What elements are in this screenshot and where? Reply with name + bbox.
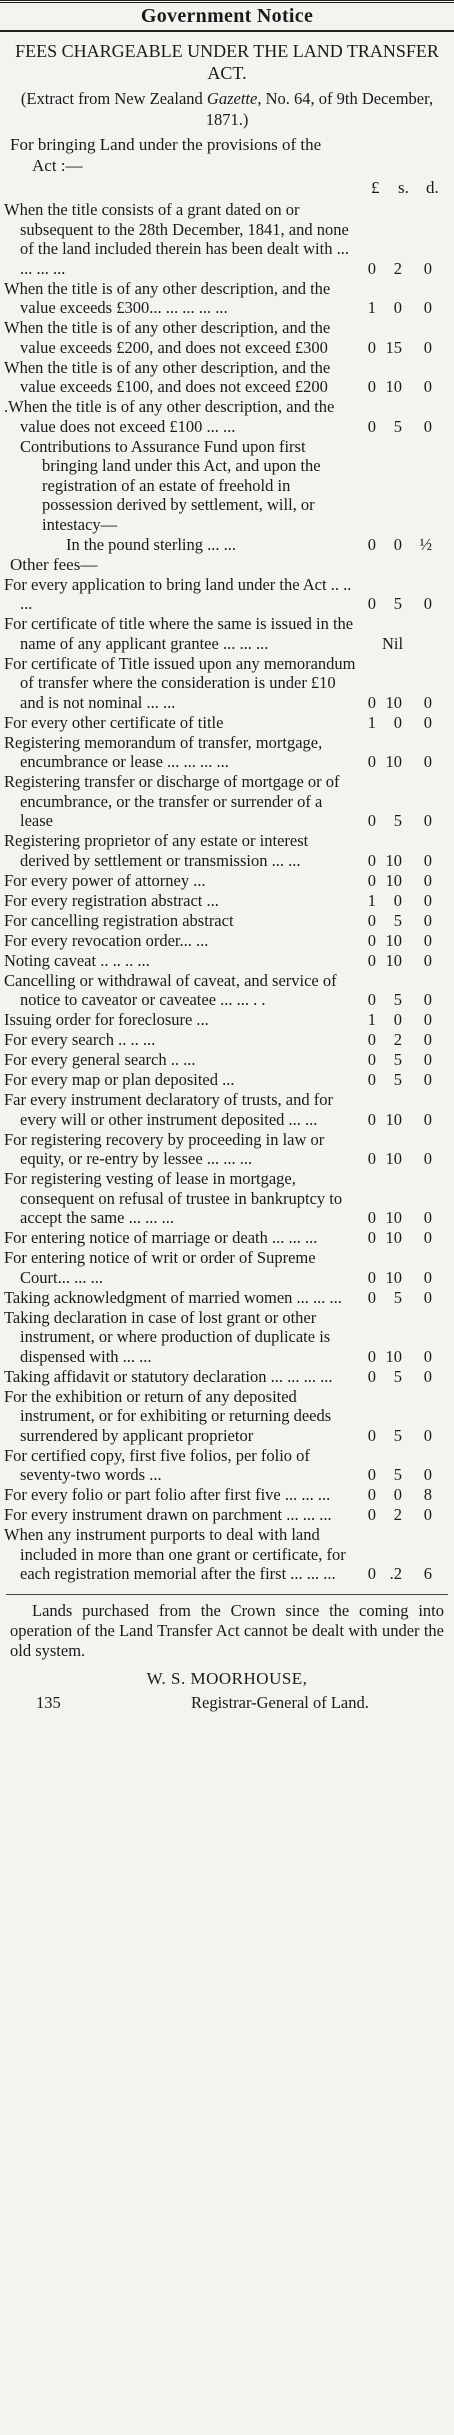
fee-shillings: .2 xyxy=(389,1564,402,1583)
fee-shillings: 10 xyxy=(385,1109,402,1129)
fee-pence: 0 xyxy=(423,1030,432,1049)
fee-description: For registering recovery by proceeding in law or equity, or re-entry by lessee ... ... ... xyxy=(4,1129,325,1168)
fee-shillings: 10 xyxy=(385,692,402,712)
fee-row xyxy=(6,1050,448,1070)
fee-row xyxy=(6,1485,448,1505)
fee-shillings: 10 xyxy=(385,1149,402,1168)
fee-shillings: 0 xyxy=(393,1485,402,1504)
fee-row xyxy=(6,1030,448,1050)
fee-description: Taking declaration in case of lost grant or other instrument, or where production of duplicate is dispensed with ... ... xyxy=(4,1307,331,1366)
bringing-fees-list xyxy=(6,200,448,436)
fee-row xyxy=(6,1525,448,1584)
fee-amount xyxy=(348,377,448,397)
fee-amount xyxy=(348,1564,448,1584)
fee-pence: 0 xyxy=(423,258,432,278)
fee-description: For certificate of title where the same is issued in the name of any applicant grantee ... ... ... xyxy=(4,614,354,653)
column-headers xyxy=(6,178,448,200)
fee-row xyxy=(6,713,448,733)
fee-description: For every power of attorney ... xyxy=(4,870,206,890)
fee-pounds: 0 xyxy=(367,416,376,436)
fee-description: For every folio or part folio after first five ... ... ... xyxy=(4,1485,331,1504)
fee-amount xyxy=(348,713,448,733)
fee-pounds: 0 xyxy=(367,930,376,950)
fee-row xyxy=(6,318,448,357)
fee-description: For every application to bring land under the Act .. .. ... xyxy=(4,574,352,613)
fee-shillings: 10 xyxy=(385,377,402,396)
fee-pence: 0 xyxy=(423,1010,432,1029)
fee-amount xyxy=(348,891,448,911)
fee-pence: 0 xyxy=(423,1267,432,1287)
fee-amount xyxy=(348,1050,448,1070)
fee-pence: 0 xyxy=(423,1050,432,1069)
fee-shillings: 2 xyxy=(393,1030,402,1049)
fee-description: For every registration abstract ... xyxy=(4,890,219,910)
other-fees-label: Other fees— xyxy=(10,554,98,574)
fee-pence: 0 xyxy=(423,416,432,436)
fee-pounds: 0 xyxy=(367,1287,376,1307)
extract-citation: (Extract from New Zealand Gazette, No. 64, of 9th December, 1871.) xyxy=(20,89,434,129)
fee-amount xyxy=(348,693,448,713)
fee-pence: 0 xyxy=(423,950,432,970)
fee-row xyxy=(6,1308,448,1367)
signature-footer xyxy=(6,1693,448,1715)
fee-row xyxy=(6,397,448,436)
notice-number: 135 xyxy=(36,1692,61,1712)
fee-pence: 0 xyxy=(423,298,432,317)
fee-shillings: 10 xyxy=(385,1267,402,1287)
fee-description: For the exhibition or return of any deposited instrument, or for exhibiting or returning deeds surrendered by applicant proprietor xyxy=(4,1386,332,1445)
fee-shillings: 10 xyxy=(385,930,402,950)
fee-row xyxy=(6,951,448,971)
gazette-italic: Gazette xyxy=(206,89,258,108)
fee-shillings: 5 xyxy=(393,1070,402,1089)
fee-amount xyxy=(348,1465,448,1485)
fee-row xyxy=(6,1248,448,1287)
fee-row xyxy=(6,654,448,713)
fee-pounds: 0 xyxy=(367,337,376,357)
fee-amount xyxy=(348,1485,448,1505)
fee-amount xyxy=(348,634,448,654)
fee-row xyxy=(6,1070,448,1090)
fee-pence: 0 xyxy=(423,1149,432,1168)
notice-title: FEES CHARGEABLE UNDER THE LAND TRANSFER ACT. xyxy=(15,41,439,83)
fee-pence: 8 xyxy=(423,1485,432,1504)
fee-pounds: 0 xyxy=(367,1149,376,1168)
fee-description: For every revocation order... ... xyxy=(4,930,209,950)
fee-description: .When the title is of any other description, and the value does not exceed £100 ... ... xyxy=(4,397,335,436)
fee-pence: 0 xyxy=(423,811,432,830)
fee-pence: 0 xyxy=(423,1287,432,1307)
fee-amount xyxy=(348,951,448,971)
fee-row xyxy=(6,358,448,397)
fee-description: When the title consists of a grant dated on or subsequent to the 28th December, 1841, and none of the land included therein has been dealt with ... ... ... ... xyxy=(4,200,349,278)
fee-shillings: 15 xyxy=(385,337,402,357)
assurance-fund-desc: Contributions to Assurance Fund upon first bringing land under this Act, and upon the registration of an estate of freehold in possession derived by settlement, will, or intestacy— xyxy=(20,436,321,534)
fee-pounds: 0 xyxy=(367,1366,376,1386)
fee-row xyxy=(6,772,448,831)
fee-nil: Nil xyxy=(382,633,404,653)
fee-description: For every other certificate of title xyxy=(4,712,224,732)
fee-description: When the title is of any other description, and the value exceeds £200, and does not exceed £300 xyxy=(4,318,331,357)
fee-pounds: 0 xyxy=(367,1564,376,1583)
fee-description: Registering proprietor of any estate or interest derived by settlement or transmission ... ... xyxy=(4,831,309,870)
fee-pounds: 0 xyxy=(367,377,376,396)
fee-shillings: 5 xyxy=(393,1050,402,1069)
fee-row xyxy=(6,1367,448,1387)
fee-pence: 0 xyxy=(423,1346,432,1366)
fee-row xyxy=(6,279,448,318)
fee-pence: 0 xyxy=(423,594,432,613)
header-rule xyxy=(0,30,454,32)
fee-row xyxy=(6,614,448,653)
fee-shillings: 0 xyxy=(393,890,402,910)
fee-amount xyxy=(348,911,448,931)
fee-description: Noting caveat .. .. .. ... xyxy=(4,950,150,970)
fee-pounds: 0 xyxy=(367,910,376,930)
signatory-role: Registrar-General of Land. xyxy=(191,1692,369,1712)
signature: W. S. MOORHOUSE, xyxy=(146,1668,308,1688)
fee-description: For every search .. .. ... xyxy=(4,1030,156,1049)
fee-amount xyxy=(348,752,448,772)
fee-row xyxy=(6,1288,448,1308)
fee-shillings: 10 xyxy=(385,950,402,970)
fee-description: For certified copy, first five folios, per folio of seventy-two words ... xyxy=(4,1445,310,1484)
fee-row xyxy=(6,1169,448,1228)
fee-description: For certificate of Title issued upon any memorandum of transfer where the consideration is under £10 and is not nominal ... ... xyxy=(4,653,356,712)
fee-row xyxy=(6,931,448,951)
fee-pence: 0 xyxy=(423,890,432,910)
fee-description: Registering memorandum of transfer, mortgage, encumbrance or lease ... ... ... ... xyxy=(4,732,323,771)
fee-shillings: 10 xyxy=(385,1228,402,1247)
fee-pounds: 0 xyxy=(367,1228,376,1247)
fee-amount xyxy=(348,259,448,279)
fee-shillings: 2 xyxy=(393,1505,402,1524)
fee-amount xyxy=(348,417,448,437)
fee-description: For entering notice of marriage or death ... ... ... xyxy=(4,1228,318,1247)
fee-amount xyxy=(348,931,448,951)
fee-pence: 0 xyxy=(423,1070,432,1089)
fee-amount xyxy=(348,871,448,891)
fee-shillings: 10 xyxy=(385,1208,402,1227)
fee-pence: 0 xyxy=(423,377,432,396)
fee-pounds: 0 xyxy=(367,1030,376,1049)
fee-pence: 0 xyxy=(423,712,432,732)
fee-pence: 0 xyxy=(423,1425,432,1445)
fee-pence: 0 xyxy=(423,990,432,1009)
fee-description: For every instrument drawn on parchment ... ... ... xyxy=(4,1505,332,1524)
fee-amount xyxy=(348,1070,448,1090)
fee-pence: 6 xyxy=(423,1564,432,1583)
fee-amount xyxy=(348,1367,448,1387)
fee-pounds: 0 xyxy=(367,1109,376,1129)
fee-amount xyxy=(348,1110,448,1130)
fee-amount xyxy=(348,1010,448,1030)
fee-pounds: 0 xyxy=(367,594,376,613)
fee-shillings: 0 xyxy=(393,712,402,732)
section-header: Government Notice xyxy=(140,5,314,27)
fee-amount xyxy=(348,851,448,871)
fee-pence: 0 xyxy=(423,910,432,930)
fee-row xyxy=(6,1505,448,1525)
fee-pounds: 1 xyxy=(367,1010,376,1029)
fee-shillings: 5 xyxy=(393,990,402,1009)
fee-row xyxy=(6,891,448,911)
fee-row xyxy=(6,200,448,278)
fee-row xyxy=(6,831,448,870)
fee-shillings: 5 xyxy=(393,1366,402,1386)
fee-pence: 0 xyxy=(423,337,432,357)
fee-amount xyxy=(348,1149,448,1169)
fee-shillings: 5 xyxy=(393,910,402,930)
fee-pounds: 0 xyxy=(367,990,376,1009)
fee-description: For every general search .. ... xyxy=(4,1050,196,1069)
fee-amount: 0 0 ½ xyxy=(367,534,432,554)
fee-shillings: 5 xyxy=(393,1425,402,1445)
fee-pounds: 0 xyxy=(367,1346,376,1366)
fee-amount xyxy=(348,1268,448,1288)
fee-amount xyxy=(348,1426,448,1446)
fee-pounds: 0 xyxy=(367,1505,376,1524)
fee-description: Cancelling or withdrawal of caveat, and service of notice to caveator or caveatee ... ... . . xyxy=(4,970,337,1009)
fee-pence: 0 xyxy=(423,752,432,771)
fee-amount xyxy=(348,811,448,831)
fee-amount xyxy=(348,1288,448,1308)
fee-amount xyxy=(348,338,448,358)
fee-description: Taking affidavit or statutory declaration ... ... ... ... xyxy=(4,1366,333,1386)
fee-pounds: 0 xyxy=(367,1208,376,1227)
fee-amount xyxy=(348,1228,448,1248)
fee-amount xyxy=(348,1030,448,1050)
fee-pounds: 1 xyxy=(367,890,376,910)
fee-description: When any instrument purports to deal with land included in more than one grant or certificate, for each registration memorial after the first ... ... ... xyxy=(4,1525,346,1583)
fee-amount xyxy=(348,594,448,614)
pounds-column-header: £ xyxy=(371,178,380,197)
fee-shillings: 10 xyxy=(385,870,402,890)
fee-row xyxy=(6,575,448,614)
fee-description: Issuing order for foreclosure ... xyxy=(4,1010,209,1029)
fee-shillings: 10 xyxy=(385,752,402,771)
fee-pence: 0 xyxy=(423,692,432,712)
fee-pounds: 0 xyxy=(367,811,376,830)
fee-shillings: 5 xyxy=(393,1287,402,1307)
fee-amount xyxy=(348,1208,448,1228)
fee-row xyxy=(6,1446,448,1485)
fee-shillings: 10 xyxy=(385,1346,402,1366)
fee-row xyxy=(6,733,448,772)
fee-pounds: 0 xyxy=(367,1465,376,1484)
fee-amount xyxy=(348,990,448,1010)
other-fees-list xyxy=(6,575,448,1584)
assurance-fund-row xyxy=(6,437,448,535)
fee-row xyxy=(6,1130,448,1169)
fee-pence: 0 xyxy=(423,870,432,890)
fee-pounds: 0 xyxy=(367,1050,376,1069)
fee-pounds: 0 xyxy=(367,1485,376,1504)
shillings-column-header: s. xyxy=(398,178,409,197)
fee-shillings: 2 xyxy=(393,258,402,278)
fee-pounds: 1 xyxy=(367,712,376,732)
fee-pence: 0 xyxy=(423,1208,432,1227)
intro-text: For bringing Land under the provisions of the Act :— xyxy=(10,135,322,175)
fee-description: For entering notice of writ or order of Supreme Court... ... ... xyxy=(4,1248,316,1287)
fee-row xyxy=(6,1090,448,1129)
fee-pounds: 0 xyxy=(367,692,376,712)
fee-pounds: 0 xyxy=(367,950,376,970)
pence-column-header: d. xyxy=(426,178,439,197)
fee-shillings: 10 xyxy=(385,850,402,870)
fee-pence: 0 xyxy=(423,1465,432,1484)
crown-lands-note: Lands purchased from the Crown since the coming into operation of the Land Transfer Act cannot be dealt with under the old system. xyxy=(10,1600,444,1660)
fee-row xyxy=(6,1228,448,1248)
fee-pence: 0 xyxy=(423,1366,432,1386)
fee-shillings: 5 xyxy=(393,1465,402,1484)
fee-pence: 0 xyxy=(423,1505,432,1524)
fee-pounds: 0 xyxy=(367,1267,376,1287)
fee-description: For every map or plan deposited ... xyxy=(4,1070,235,1089)
fee-amount xyxy=(348,298,448,318)
fee-row xyxy=(6,971,448,1010)
fee-shillings: 5 xyxy=(393,811,402,830)
fee-pence: 0 xyxy=(423,930,432,950)
fee-pence: 0 xyxy=(423,850,432,870)
fee-pounds: 0 xyxy=(367,870,376,890)
fee-description: When the title is of any other description, and the value exceeds £300... ... ... ... ... xyxy=(4,278,331,317)
fee-shillings: 5 xyxy=(393,594,402,613)
fee-pounds: 0 xyxy=(367,258,376,278)
fee-row xyxy=(6,871,448,891)
fee-pounds: 0 xyxy=(367,1425,376,1445)
fee-pounds: 0 xyxy=(367,1070,376,1089)
fee-amount xyxy=(348,1505,448,1525)
fee-pence: 0 xyxy=(423,1109,432,1129)
fee-amount xyxy=(348,1347,448,1367)
fee-row xyxy=(6,911,448,931)
fee-description: Taking acknowledgment of married women ... ... ... xyxy=(4,1287,342,1307)
fee-shillings: 0 xyxy=(393,298,402,317)
fee-description: For cancelling registration abstract xyxy=(4,910,234,930)
fee-pounds: 0 xyxy=(367,752,376,771)
fee-shillings: 5 xyxy=(393,416,402,436)
fee-shillings: 0 xyxy=(393,1010,402,1029)
pound-sterling-desc: In the pound sterling ... ... xyxy=(66,534,237,554)
fee-description: Far every instrument declaratory of trusts, and for every will or other instrument deposited ... ... xyxy=(4,1090,333,1129)
fee-description: Registering transfer or discharge of mortgage or of encumbrance, or the transfer or surrender of a lease xyxy=(4,772,340,830)
footer-rule xyxy=(6,1594,448,1595)
fee-pounds: 1 xyxy=(367,298,376,317)
fee-description: When the title is of any other description, and the value exceeds £100, and does not exceed £200 xyxy=(4,357,331,396)
fee-pence: 0 xyxy=(423,1228,432,1247)
fee-description: For registering vesting of lease in mortgage, consequent on refusal of trustee in bankruptcy to accept the same ... ... ... xyxy=(4,1169,343,1227)
fee-row xyxy=(6,1387,448,1446)
pound-sterling-row xyxy=(6,535,448,555)
fee-pounds: 0 xyxy=(367,850,376,870)
fee-row xyxy=(6,1010,448,1030)
